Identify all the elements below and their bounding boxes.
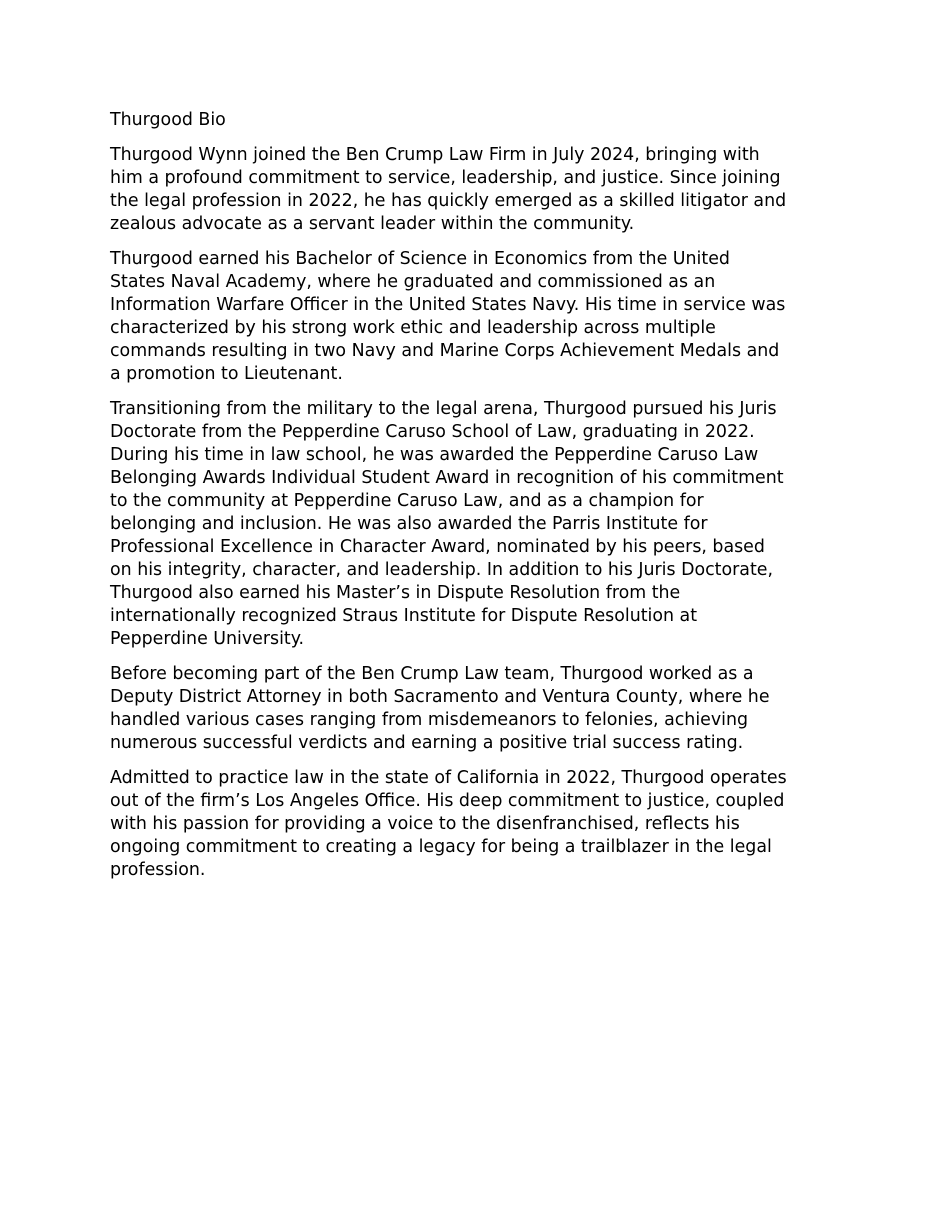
paragraph-line: Transitioning from the military to the legal arena, Thurgood pursued his Juris [110,399,777,419]
paragraph-line: internationally recognized Straus Institute for Dispute Resolution at [110,606,698,626]
paragraph-line: him a profound commitment to service, leadership, and justice. Since joining [110,168,781,188]
paragraph-line: to the community at Pepperdine Caruso Law, and as a champion for [110,491,704,511]
paragraph-line: Doctorate from the Pepperdine Caruso School of Law, graduating in 2022. [110,422,755,442]
paragraph-law-school [110,398,832,651]
paragraph-line: Pepperdine University. [110,629,305,649]
paragraph-practice [110,767,832,882]
paragraph-line: out of the firm’s Los Angeles Office. His deep commitment to justice, coupled [110,791,785,811]
paragraph-line: belonging and inclusion. He was also awarded the Parris Institute for [110,514,708,534]
paragraph-line: commands resulting in two Navy and Marine Corps Achievement Medals and [110,341,780,361]
paragraph-line: characterized by his strong work ethic and leadership across multiple [110,318,716,338]
paragraph-line: During his time in law school, he was awarded the Pepperdine Caruso Law [110,445,759,465]
paragraph-line: numerous successful verdicts and earning a positive trial success rating. [110,733,744,753]
paragraph-line: zealous advocate as a servant leader within the community. [110,214,635,234]
paragraph-line: ongoing commitment to creating a legacy for being a trailblazer in the legal [110,837,772,857]
document-page [110,109,832,894]
paragraph-line: Professional Excellence in Character Award, nominated by his peers, based [110,537,765,557]
paragraph-line: Deputy District Attorney in both Sacramento and Ventura County, where he [110,687,770,707]
paragraph-line: Thurgood also earned his Master’s in Dispute Resolution from the [110,583,681,603]
paragraph-line: the legal profession in 2022, he has quickly emerged as a skilled litigator and [110,191,787,211]
paragraph-prosecutor [110,663,832,755]
paragraph-line: a promotion to Lieutenant. [110,364,343,384]
paragraph-line: Thurgood Wynn joined the Ben Crump Law Firm in July 2024, bringing with [110,145,760,165]
paragraph-line: States Naval Academy, where he graduated and commissioned as an [110,272,716,292]
paragraph-line: profession. [110,860,206,880]
paragraph-line: with his passion for providing a voice to the disenfranchised, reflects his [110,814,740,834]
paragraph-line: Information Warfare Officer in the United States Navy. His time in service was [110,295,786,315]
paragraph-line: Admitted to practice law in the state of California in 2022, Thurgood operates [110,768,787,788]
paragraph-line: handled various cases ranging from misdemeanors to felonies, achieving [110,710,749,730]
paragraph-line: on his integrity, character, and leadership. In addition to his Juris Doctorate, [110,560,773,580]
paragraph-intro [110,144,832,236]
paragraph-education [110,248,832,386]
document-title: Thurgood Bio [110,110,226,130]
paragraph-line: Before becoming part of the Ben Crump Law team, Thurgood worked as a [110,664,754,684]
paragraph-line: Belonging Awards Individual Student Award in recognition of his commitment [110,468,784,488]
paragraph-line: Thurgood earned his Bachelor of Science in Economics from the United [110,249,730,269]
